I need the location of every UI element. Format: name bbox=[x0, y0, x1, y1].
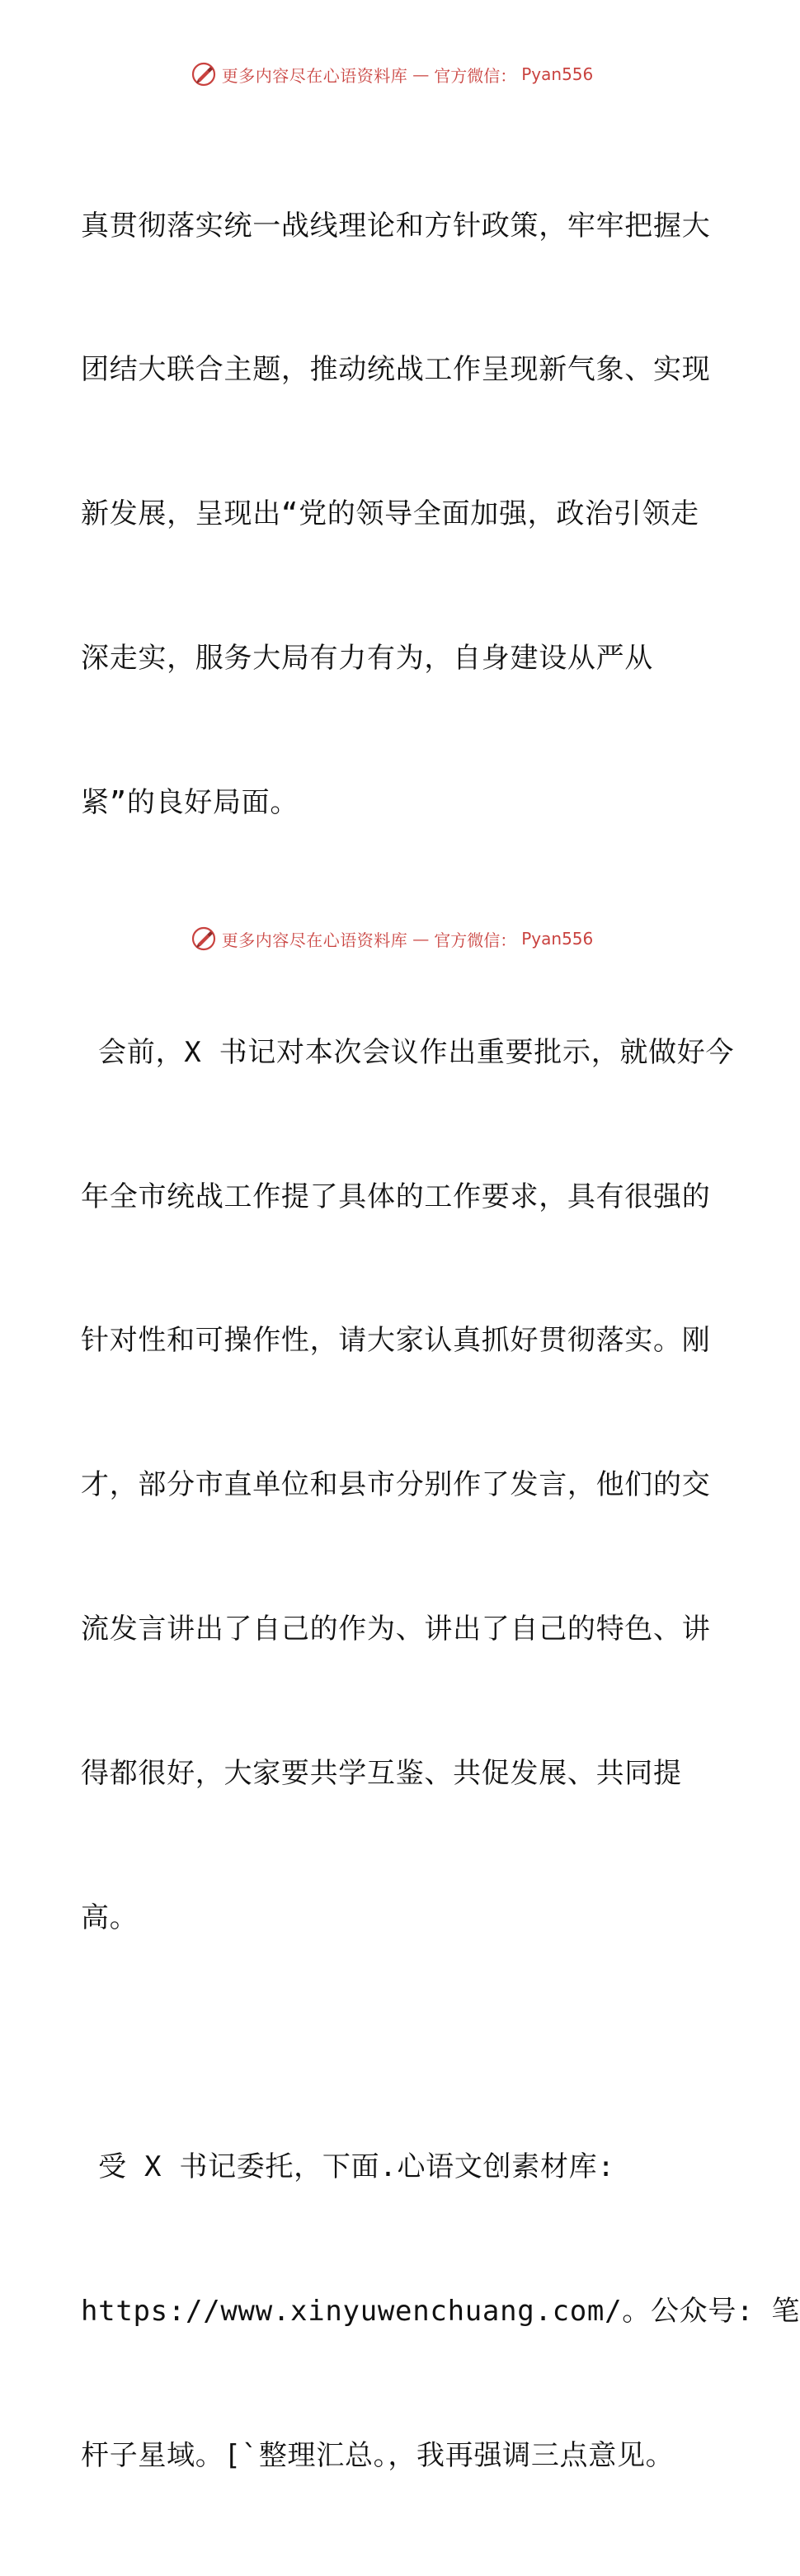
watermark-site-text: 更多内容尽在心语资料库 bbox=[221, 65, 408, 86]
text-line: 杆子星域。[`整理汇总。，我再强调三点意见。 bbox=[81, 2439, 675, 2473]
text-line: 新发展，呈现出“党的领导全面加强，政治引领走 bbox=[81, 497, 699, 531]
paragraph-1 bbox=[81, 106, 711, 923]
document-body bbox=[81, 106, 800, 2576]
watermark-wechat-label: 官方微信： bbox=[434, 65, 517, 86]
watermark-separator: — bbox=[412, 64, 430, 84]
footer-watermark bbox=[0, 925, 784, 952]
watermark-separator: — bbox=[412, 929, 430, 949]
watermark-site-text: 更多内容尽在心语资料库 bbox=[221, 930, 408, 950]
paragraph-2 bbox=[81, 932, 735, 2038]
text-line: 才，部分市直单位和县市分别作了发言，他们的交 bbox=[81, 1468, 711, 1502]
text-line: 会前，X 书记对本次会议作出重要批示，就做好今 bbox=[81, 1035, 735, 1069]
text-line: 深走实，服务大局有力有为，自身建设从严从 bbox=[81, 642, 653, 676]
text-line: 年全市统战工作提了具体的工作要求，具有很强的 bbox=[81, 1180, 711, 1213]
text-line: 真贯彻落实统一战线理论和方针政策，牢牢把握大 bbox=[81, 209, 711, 243]
text-line: 高。 bbox=[81, 1900, 139, 1934]
pen-nib-logo-icon bbox=[191, 925, 217, 952]
watermark-wechat-id: Pyan556 bbox=[521, 929, 594, 949]
text-line: https://www.xinyuwenchuang.com/。公众号: 笔 bbox=[81, 2295, 800, 2329]
watermark-wechat-label: 官方微信： bbox=[434, 930, 517, 950]
text-line: 团结大联合主题，推动统战工作呈现新气象、实现 bbox=[81, 353, 711, 387]
text-line: 受 X 书记委托，下面.心语文创素材库: bbox=[81, 2150, 615, 2184]
text-line: 针对性和可操作性，请大家认真抓好贯彻落实。刚 bbox=[81, 1324, 711, 1358]
paragraph-3 bbox=[81, 2047, 800, 2576]
watermark-wechat-id: Pyan556 bbox=[521, 64, 594, 84]
header-watermark bbox=[0, 61, 784, 87]
pen-nib-logo-icon bbox=[191, 61, 217, 87]
text-line: 得都很好，大家要共学互鉴、共促发展、共同提 bbox=[81, 1757, 682, 1791]
text-line: 紧”的良好局面。 bbox=[81, 786, 299, 820]
text-line: 流发言讲出了自己的作为、讲出了自己的特色、讲 bbox=[81, 1613, 711, 1646]
